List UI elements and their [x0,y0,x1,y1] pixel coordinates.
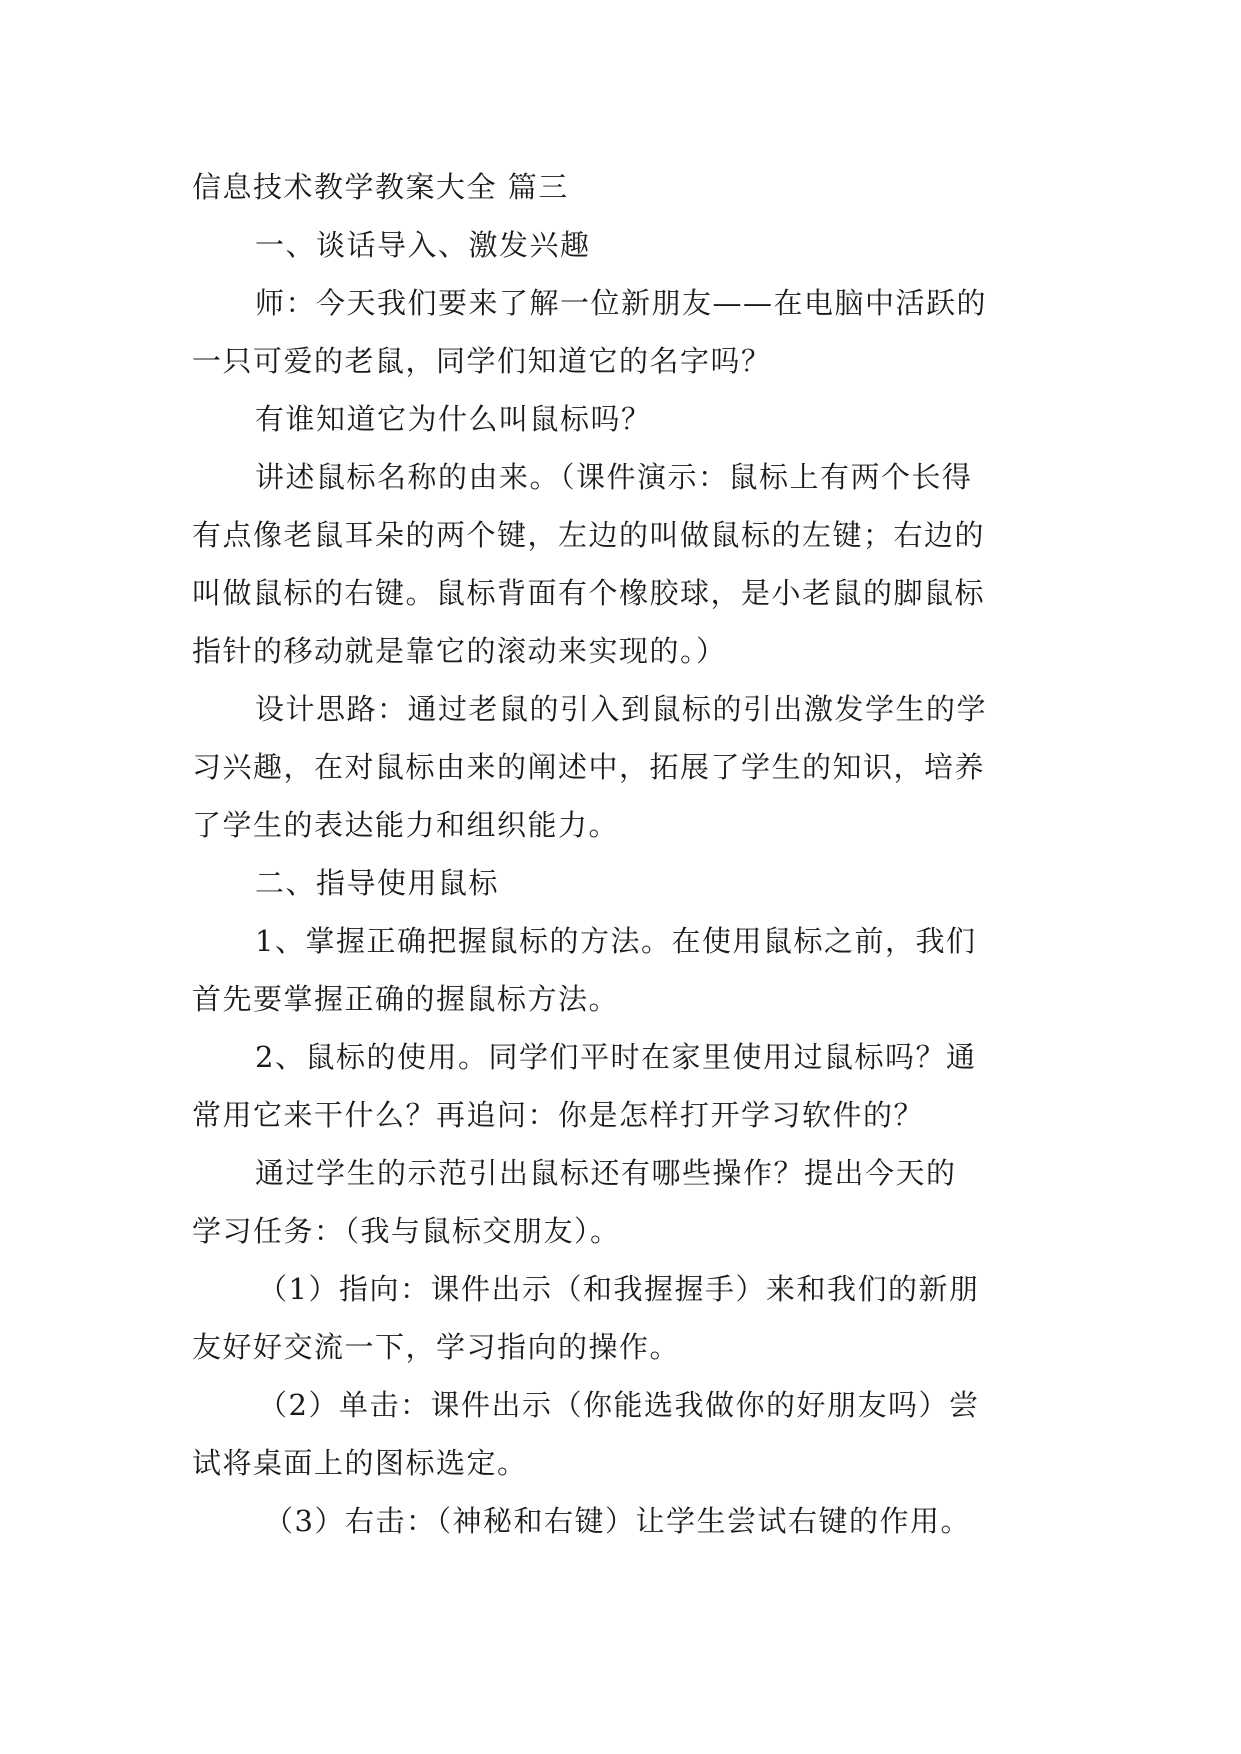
paragraph-line: 学习任务：（我与鼠标交朋友）。 [192,1214,621,1248]
paragraph-line: 设计思路：通过老鼠的引入到鼠标的引出激发学生的学 [255,692,988,726]
paragraph-line: 有点像老鼠耳朵的两个键，左边的叫做鼠标的左键；右边的 [192,518,986,552]
list-item-pointing: （1）指向：课件出示（和我握握手）来和我们的新朋 [258,1272,980,1306]
paragraph-line: 讲述鼠标名称的由来。（课件演示：鼠标上有两个长得 [255,460,973,494]
list-item-click: （2）单击：课件出示（你能选我做你的好朋友吗）尝 [258,1388,980,1422]
paragraph-line: 师：今天我们要来了解一位新朋友——在电脑中活跃的 [255,286,988,320]
document-title: 信息技术教学教案大全 篇三 [192,170,569,204]
paragraph-line: 指针的移动就是靠它的滚动来实现的。） [192,634,727,668]
paragraph-line: 叫做鼠标的右键。鼠标背面有个橡胶球，是小老鼠的脚鼠标 [192,576,986,610]
paragraph-line: 1、掌握正确把握鼠标的方法。在使用鼠标之前，我们 [255,924,977,958]
section-heading-2: 二、指导使用鼠标 [255,866,500,900]
document-body [192,158,1052,1550]
paragraph-line: 首先要掌握正确的握鼠标方法。 [192,982,620,1016]
paragraph-line: 习兴趣，在对鼠标由来的阐述中，拓展了学生的知识，培养 [192,750,986,784]
paragraph-line: 通过学生的示范引出鼠标还有哪些操作？提出今天的 [255,1156,957,1190]
paragraph-line: 2、鼠标的使用。同学们平时在家里使用过鼠标吗？通 [255,1040,977,1074]
section-heading-1: 一、谈话导入、激发兴趣 [255,228,591,262]
paragraph-line: 一只可爱的老鼠，同学们知道它的名字吗？ [192,344,772,378]
paragraph-line: 了学生的表达能力和组织能力。 [192,808,620,842]
paragraph-line: 友好好交流一下，学习指向的操作。 [192,1330,681,1364]
paragraph-line: 试将桌面上的图标选定。 [192,1446,528,1480]
paragraph-line: 有谁知道它为什么叫鼠标吗？ [255,402,652,436]
paragraph-line: 常用它来干什么？再追问：你是怎样打开学习软件的？ [192,1098,925,1132]
list-item-right-click: （3）右击：（神秘和右键）让学生尝试右键的作用。 [264,1504,971,1538]
